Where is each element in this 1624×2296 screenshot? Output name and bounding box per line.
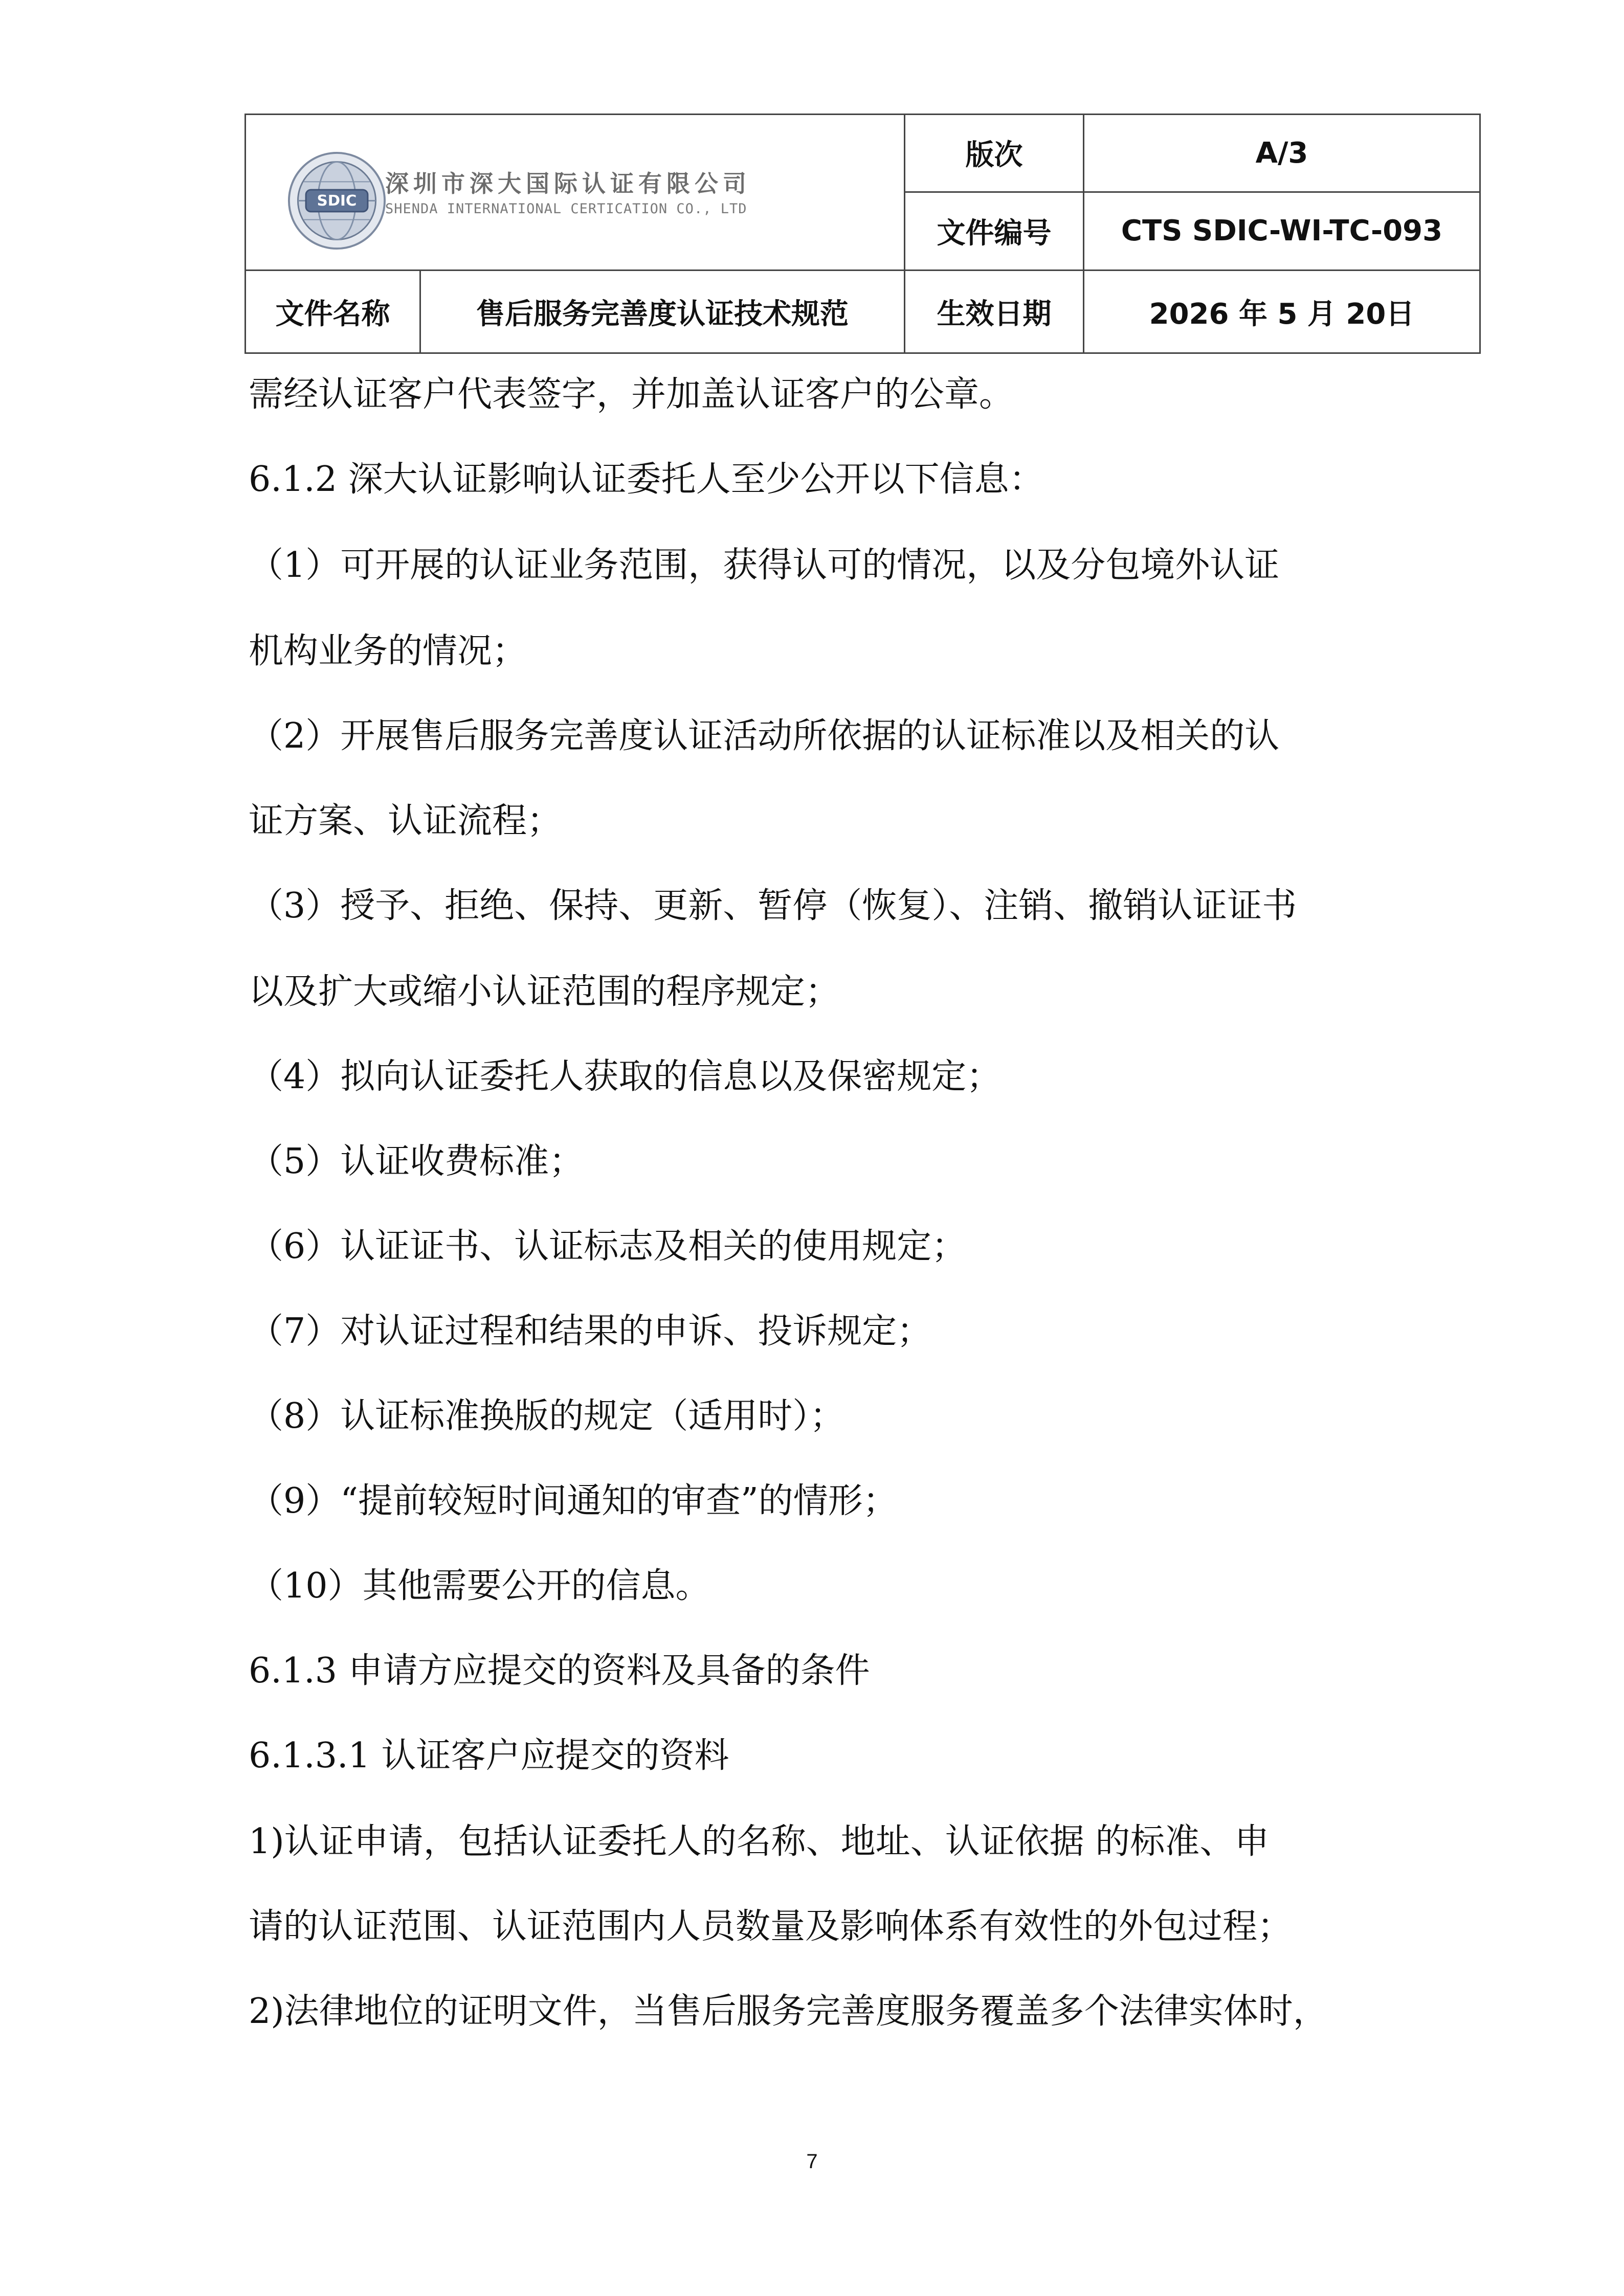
page-number: 7 xyxy=(806,2150,818,2173)
list-item: （2）开展售后服务完善度认证活动所依据的认证标准以及相关的认 xyxy=(249,716,1280,756)
list-item: （8）认证标准换版的规定（适用时）； xyxy=(249,1396,845,1436)
list-item: 2)法律地位的证明文件，当售后服务完善度服务覆盖多个法律实体时， xyxy=(249,1991,1328,2032)
document-header-table xyxy=(244,114,1481,354)
body-line: 证方案、认证流程； xyxy=(249,801,562,841)
list-item: 1)认证申请，包括认证委托人的名称、地址、认证依据 的标准、申 xyxy=(249,1821,1270,1862)
version-label: 版次 xyxy=(905,115,1084,192)
doc-number-label: 文件编号 xyxy=(905,192,1084,271)
body-line: 需经认证客户代表签字，并加盖认证客户的公章。 xyxy=(249,374,1014,415)
doc-name-label: 文件名称 xyxy=(246,271,420,353)
list-item: （3）授予、拒绝、保持、更新、暂停（恢复）、注销、撤销认证证书 xyxy=(249,886,1297,926)
list-item: （9）“提前较短时间通知的审查”的情形； xyxy=(249,1481,898,1521)
list-item: （6）认证证书、认证标志及相关的使用规定； xyxy=(249,1226,967,1267)
globe-logo-icon xyxy=(287,151,387,251)
list-item: （10）其他需要公开的信息。 xyxy=(249,1566,710,1606)
svg-text:SDIC: SDIC xyxy=(317,192,357,210)
list-item: （5）认证收费标准； xyxy=(249,1141,584,1182)
company-name-cn: 深圳市深大国际认证有限公司 xyxy=(385,170,751,197)
version-value: A/3 xyxy=(1084,115,1480,192)
company-logo xyxy=(246,115,904,269)
list-item: （7）对认证过程和结果的申诉、投诉规定； xyxy=(249,1311,932,1352)
effective-date-value: 2026 年 5 月 20日 xyxy=(1084,271,1480,353)
body-line: 机构业务的情况； xyxy=(249,631,527,671)
section-heading: 6.1.3 申请方应提交的资料及具备的条件 xyxy=(249,1651,870,1691)
company-logo-cell xyxy=(246,115,905,271)
doc-number-value: CTS SDIC-WI-TC-093 xyxy=(1084,192,1480,271)
section-heading: 6.1.3.1 认证客户应提交的资料 xyxy=(249,1736,729,1776)
list-item: （4）拟向认证委托人获取的信息以及保密规定； xyxy=(249,1056,1002,1097)
body-line: 请的认证范围、认证范围内人员数量及影响体系有效性的外包过程； xyxy=(249,1906,1293,1947)
list-item: （1）可开展的认证业务范围，获得认可的情况，以及分包境外认证 xyxy=(249,545,1280,586)
effective-date-label: 生效日期 xyxy=(905,271,1084,353)
company-name-en: SHENDA INTERNATIONAL CERTICATION CO., LTD xyxy=(385,201,747,217)
body-line: 以及扩大或缩小认证范围的程序规定； xyxy=(249,972,840,1012)
doc-name-value: 售后服务完善度认证技术规范 xyxy=(420,271,905,353)
section-heading: 6.1.2 深大认证影响认证委托人至少公开以下信息： xyxy=(249,459,1044,500)
